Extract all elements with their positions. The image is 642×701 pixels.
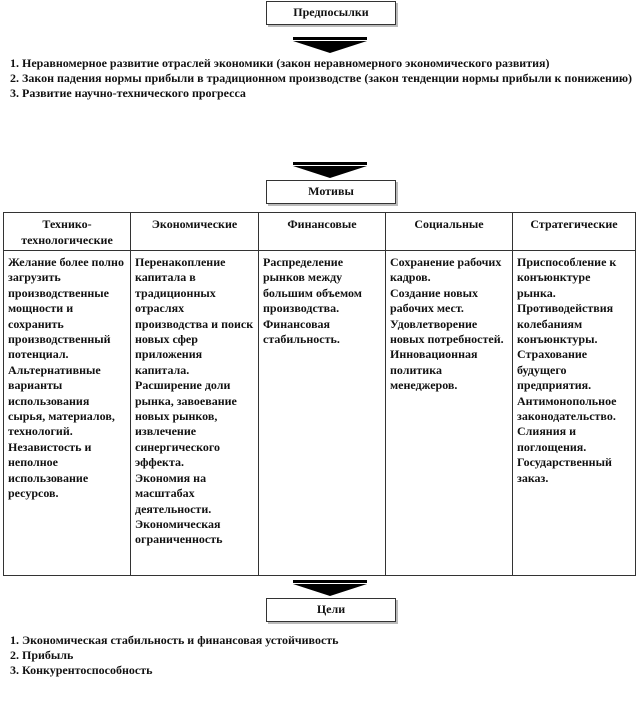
column-header: Стратегические: [513, 213, 635, 251]
column-body: [386, 251, 512, 394]
list-item: Создание новых рабочих мест.: [390, 285, 478, 316]
motives-table: [3, 212, 636, 576]
arrow-down-icon: [293, 580, 367, 596]
list-item: Страхование будущего предприятия.: [517, 347, 592, 393]
list-item: Распределение рынков между большим объемом производства.: [263, 255, 362, 316]
list-item: Удовлетворение новых потребностей.: [390, 316, 504, 347]
column-body: [4, 251, 130, 502]
list-item: Желание более полно загрузить производственные мощности и сохранить производственный потенциал.: [8, 255, 124, 362]
list-item: Приспособление к конъюнктуре рынка.: [517, 255, 617, 300]
premises-title: Предпосылки: [293, 5, 369, 19]
goals-list: [10, 633, 636, 678]
goals-box: [266, 598, 396, 622]
premises-box: [266, 1, 396, 25]
motives-title: Мотивы: [308, 184, 354, 198]
list-item: Экономия на масштабах деятельности.: [135, 470, 212, 516]
list-item: Антимонопольное законодательство.: [517, 393, 617, 424]
column-body: [131, 251, 258, 548]
list-item: Противодействия колебаниям конъюнктуры.: [517, 301, 614, 347]
column-body: [259, 251, 385, 347]
column-body: [513, 251, 635, 486]
goals-title: Цели: [316, 602, 346, 616]
column-header: Социальные: [386, 213, 512, 251]
column-header: Экономические: [131, 213, 258, 251]
arrow-down-icon: [293, 162, 367, 178]
arrow-down-icon: [293, 37, 367, 53]
column-header: Технико-технологические: [4, 213, 130, 251]
motive-column-technical: [4, 213, 131, 575]
list-item: 2. Прибыль: [10, 648, 74, 662]
motive-column-strategic: [513, 213, 635, 575]
motive-column-economic: [131, 213, 259, 575]
motive-column-financial: [259, 213, 386, 575]
list-item: Инновационная политика менеджеров.: [390, 347, 478, 393]
list-item: Слияния и поглощения.: [517, 424, 587, 454]
list-item: Перенакопление капитала в традиционных отраслях производства и поиск новых сфер приложения капитала.: [135, 255, 254, 377]
list-item: 2. Закон падения нормы прибыли в традиционном производстве (закон тенденции нормы прибыли к понижению): [10, 71, 633, 85]
list-item: Независтость и неполное использование ресурсов.: [8, 439, 92, 501]
column-header: Финансовые: [259, 213, 385, 251]
list-item: Расширение доли рынка, завоевание новых рынков, извлечение синергического эффекта.: [135, 378, 237, 470]
list-item: Сохранение рабочих кадров.: [390, 255, 502, 285]
premises-list: [10, 56, 636, 101]
list-item: Альтернативные варианты использования сырья, материалов, технологий.: [8, 362, 115, 439]
list-item: Государственный заказ.: [517, 455, 612, 485]
list-item: 1. Экономическая стабильность и финансовая устойчивость: [10, 633, 339, 647]
list-item: 1. Неравномерное развитие отраслей экономики (закон неравномерного экономического развития): [10, 56, 550, 70]
list-item: 3. Конкурентоспособность: [10, 663, 153, 677]
motive-column-social: [386, 213, 513, 575]
motives-box: [266, 180, 396, 204]
list-item: 3. Развитие научно-технического прогресса: [10, 86, 246, 100]
list-item: Экономическая ограниченность: [135, 516, 223, 547]
list-item: Финансовая стабильность.: [263, 316, 340, 347]
